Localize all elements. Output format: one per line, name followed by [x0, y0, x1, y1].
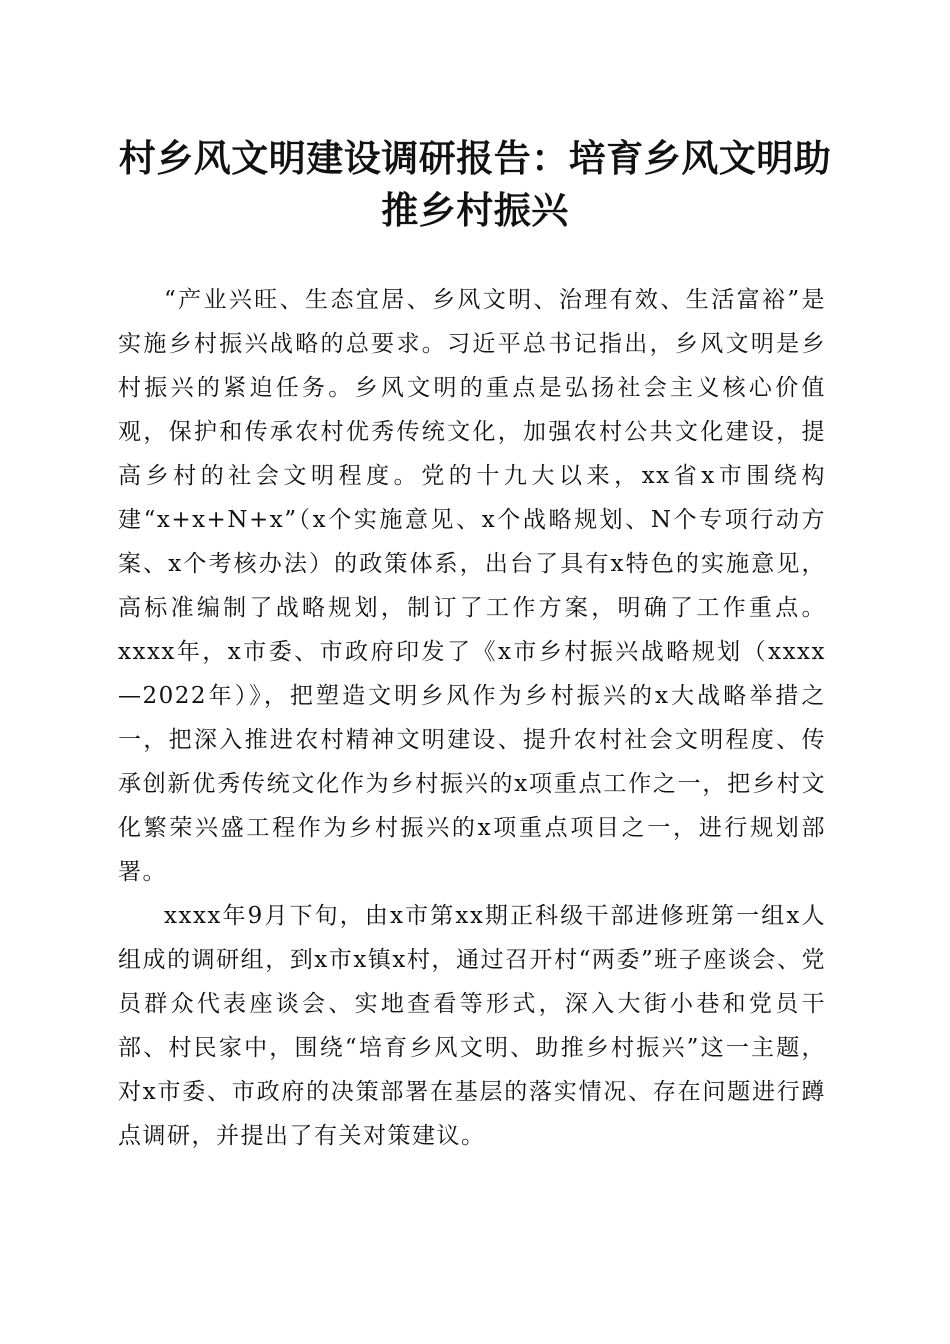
- paragraph-research: xxxx年9月下旬，由x市第xx期正科级干部进修班第一组x人组成的调研组，到x市x镇x村，通过召开村“两委”班子座谈会、党员群众代表座谈会、实地查看等形式，深入大街小巷和党员干部、村民家中，围绕“培育乡风文明、助推乡村振兴”这一主题，对x市委、市政府的决策部署在基层的落实情况、存在问题进行蹲点调研，并提出了有关对策建议。: [118, 903, 826, 1149]
- paragraph-intro: “产业兴旺、生态宜居、乡风文明、治理有效、生活富裕”是实施乡村振兴战略的总要求。习近平总书记指出，乡风文明是乡村振兴的紧迫任务。乡风文明的重点是弘扬社会主义核心价值观，保护和传承农村优秀传统文化，加强农村公共文化建设，提高乡村的社会文明程度。党的十九大以来，xx省x市围绕构建“x+x+N+x”（x个实施意见、x个战略规划、N个专项行动方案、x个考核办法）的政策体系，出台了具有x特色的实施意见，高标准编制了战略规划，制订了工作方案，明确了工作重点。xxxx年，x市委、市政府印发了《x市乡村振兴战略规划（xxxx—2022年）》，把塑造文明乡风作为乡村振兴的x大战略举措之一，把深入推进农村精神文明建设、提升农村社会文明程度、传承创新优秀传统文化作为乡村振兴的x项重点工作之一，把乡村文化繁荣兴盛工程作为乡村振兴的x项重点项目之一，进行规划部署。: [118, 287, 826, 885]
- document-title: 村乡风文明建设调研报告：培育乡风文明助推乡村振兴: [118, 136, 832, 232]
- document-body: [118, 278, 826, 1158]
